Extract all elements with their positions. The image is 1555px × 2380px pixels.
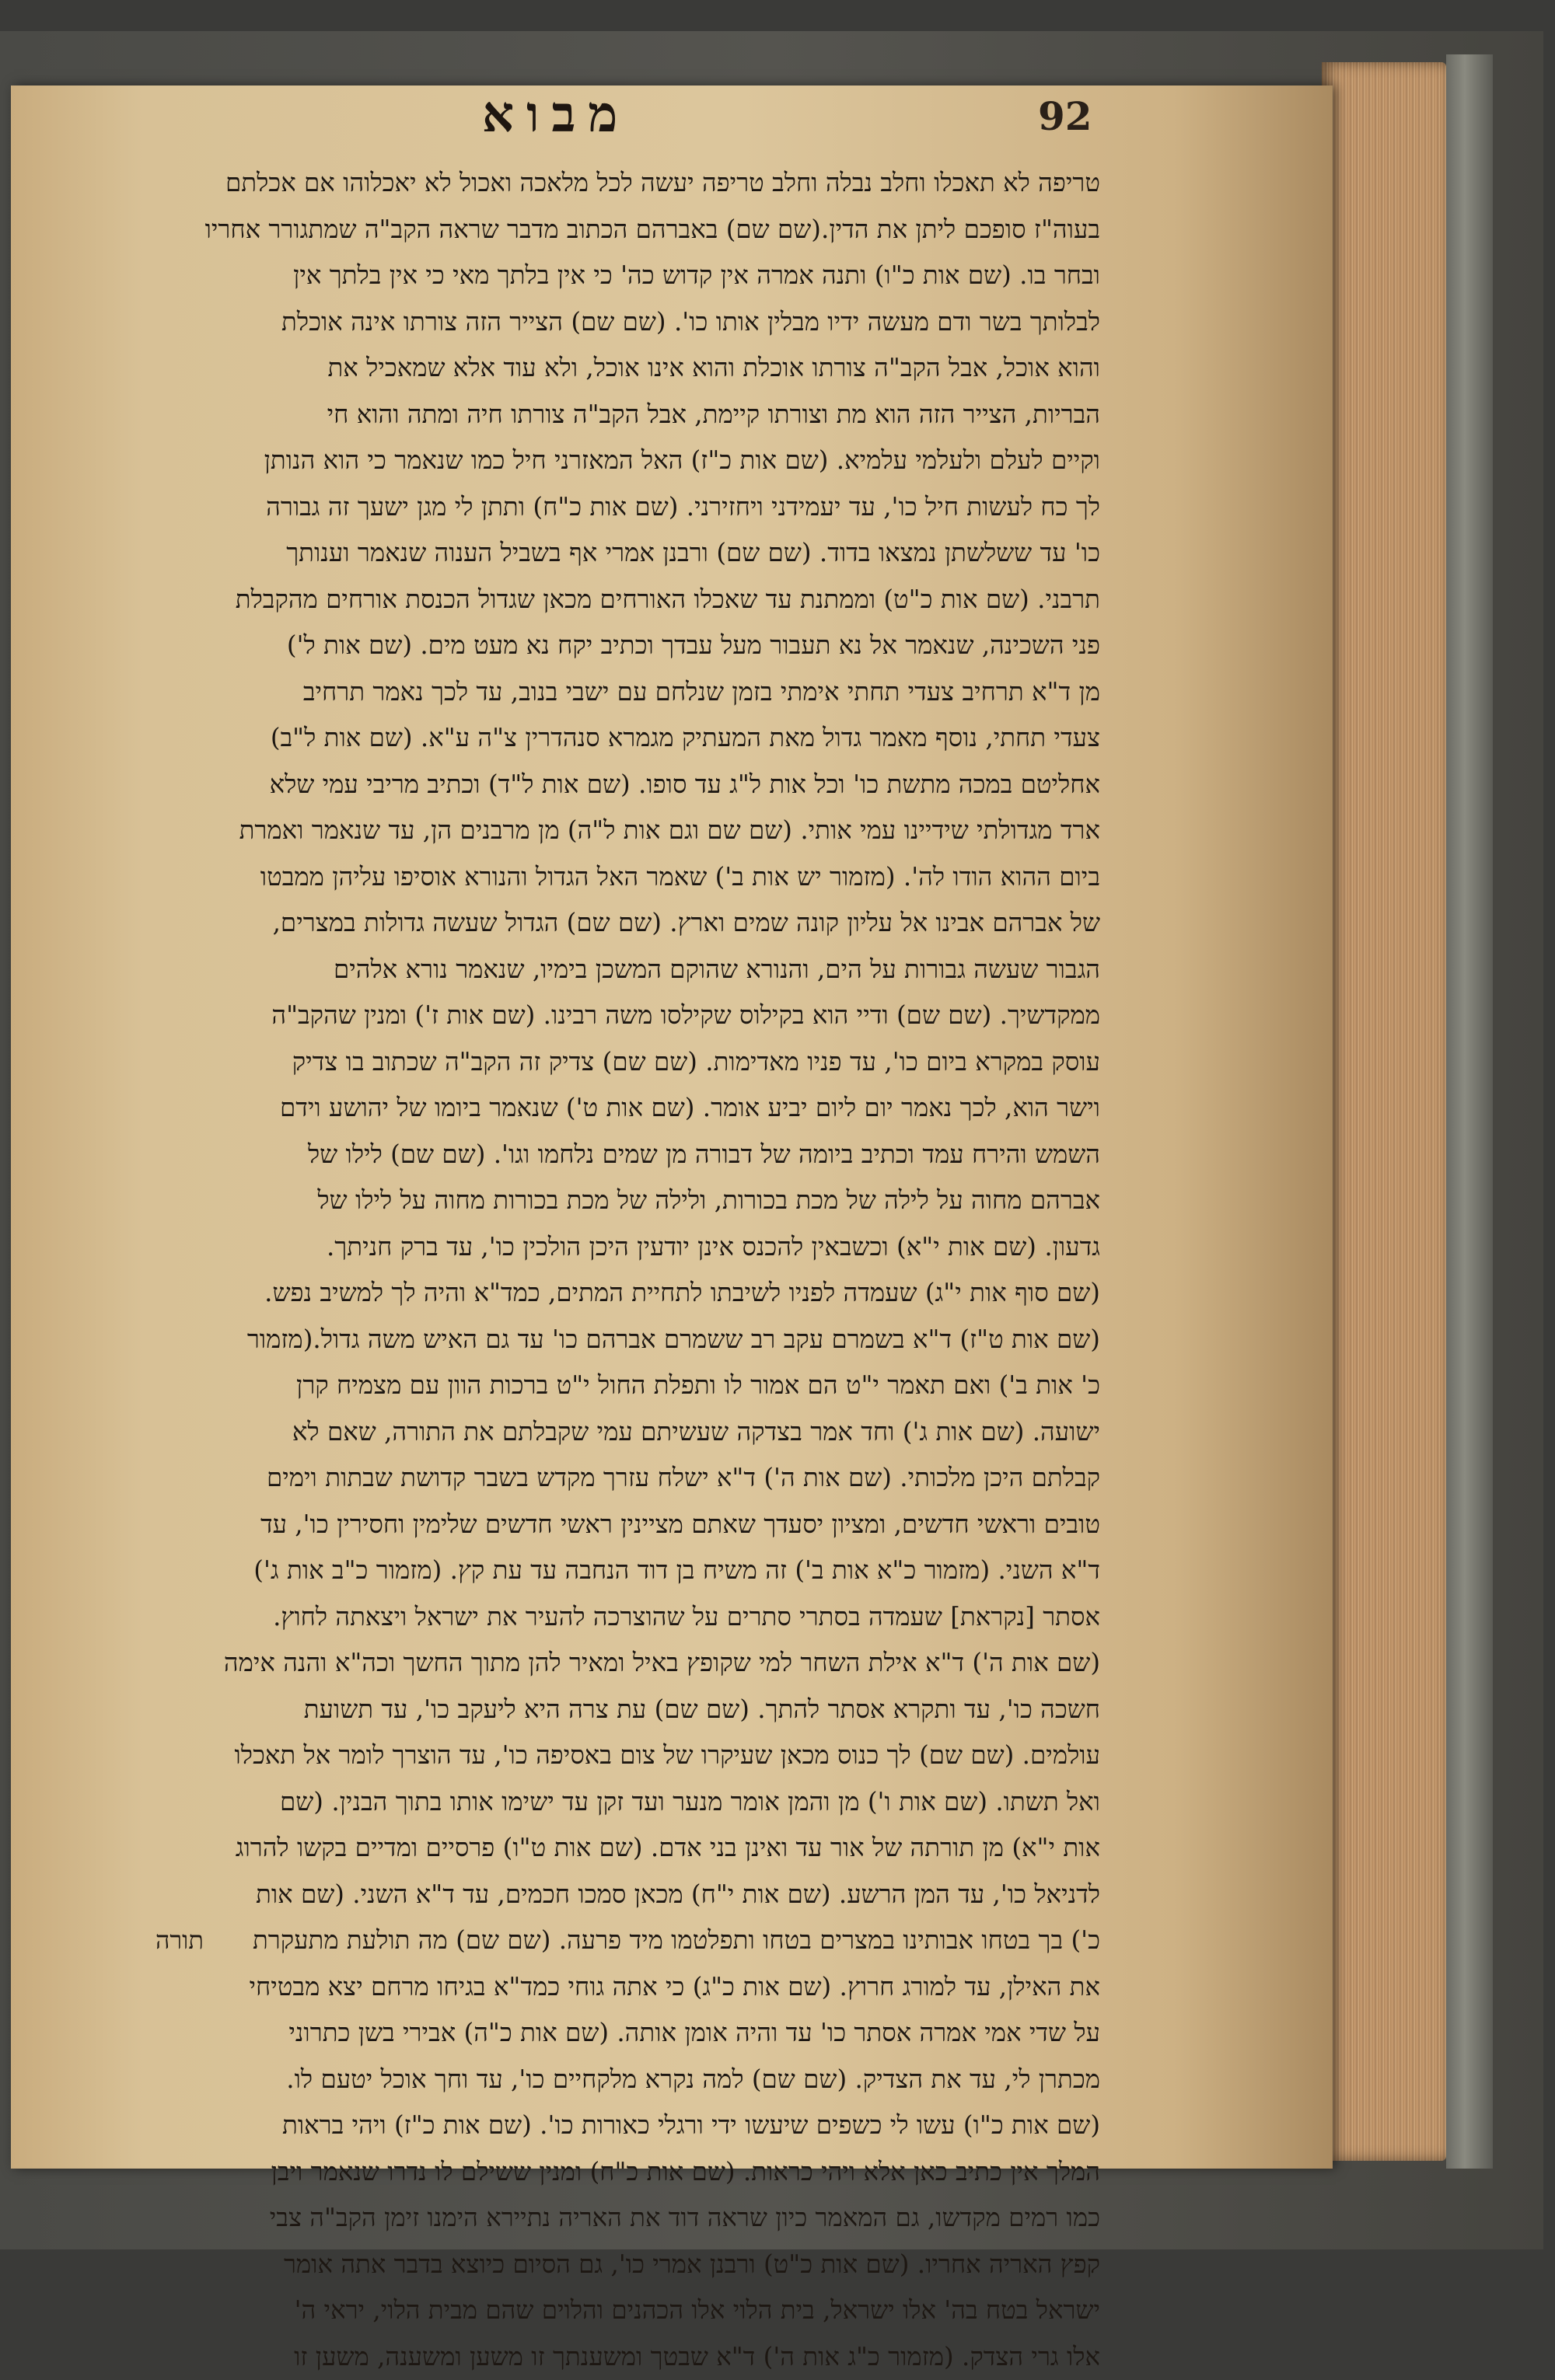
- text-line: עוסק במקרא ביום כו', עד פניו מאדימות. (שם שם) צדיק זה הקב"ה שכתוב בו צדיק: [86, 1039, 1100, 1086]
- text-line: וקיים לעלם ולעלמי עלמיא. (שם אות כ"ז) האל המאזרני חיל כמו שנאמר כי הוא הנותן: [86, 438, 1100, 484]
- text-line: (שם סוף אות י"ג) שעמדה לפניו לשיבתו לתחיית המתים, כמד"א והיה לך למשיב נפש.: [86, 1270, 1100, 1317]
- text-line: אות י"א) מן תורתה של אור עד ואינן בני אדם. (שם אות ט"ו) פרסיים ומדיים בקשו להרוג: [86, 1825, 1100, 1872]
- text-line: לך כח לעשות חיל כו', עד יעמידני ויחזירני. (שם אות כ"ח) ותתן לי מגן ישעך זה גבורה: [86, 484, 1100, 531]
- text-line: לבלותך בשר ודם מעשה ידיו מבלין אותו כו'. (שם שם) הצייר הזה צורתו אינה אוכלת: [86, 299, 1100, 346]
- text-line: פני השכינה, שנאמר אל נא תעבור מעל עבדך וכתיב יקח נא מעט מים. (שם אות ל'): [86, 623, 1100, 669]
- text-line: אסתר [נקראת] שעמדה בסתרי סתרים על שהוצרכה להעיר את ישראל ויצאתה לחוץ.: [86, 1594, 1100, 1641]
- text-line: כ') בך בטחו אבותינו במצרים בטחו ותפלטמו מיד פרעה. (שם שם) מה תולעת מתעקרת: [86, 1918, 1100, 1964]
- text-line: תרבני. (שם אות כ"ט) וממתנת עד שאכלו האורחים מכאן שגדול הכנסת אורחים מהקבלת: [86, 577, 1100, 623]
- text-line: את האילן, עד למורג חרוץ. (שם אות כ"ג) כי אתה גוחי כמד"א בגיחו מרחם יצא מבטיחי: [86, 1964, 1100, 2011]
- text-line: הבריות, הצייר הזה הוא מת וצורתו קיימת, אבל הקב"ה צורתו חיה ומתה והוא חי: [86, 392, 1100, 438]
- text-line: כמו רמים מקדשו, גם המאמר כיון שראה דוד את האריה נתיירא הימנו זימן הקב"ה צבי: [86, 2195, 1100, 2242]
- text-line: של אברהם אבינו אל עליון קונה שמים וארץ. (שם שם) הגדול שעשה גדולות במצרים,: [86, 900, 1100, 947]
- text-line: ביום ההוא הודו לה'. (מזמור יש אות ב') שאמר האל הגדול והנורא אוסיפו עליהן ממבטו: [86, 854, 1100, 901]
- text-line: וישר הוא, לכך נאמר יום ליום יביע אומר. (שם אות ט') שנאמר ביומו של יהושע וידם: [86, 1085, 1100, 1132]
- catchword: תורה: [156, 1925, 204, 1955]
- text-line: השמש והירח עמד וכתיב ביומה של דבורה מן שמים נלחמו וגו'. (שם שם) לילו של: [86, 1132, 1100, 1178]
- text-line: ממקדשיך. (שם שם) ודיי הוא בקילוס שקילסו משה רבינו. (שם אות ז') ומנין שהקב"ה: [86, 993, 1100, 1039]
- text-line: כ' אות ב') ואם תאמר י"ט הם אמור לו ותפלת החול י"ט ברכות הוון עם מצמיח קרן: [86, 1363, 1100, 1409]
- text-line: אברהם מחוה על לילה של מכת בכורות, ולילה של מכת בכורות מחוה על לילו של: [86, 1178, 1100, 1224]
- text-line: בעוה"ז סופכם ליתן את הדין.(שם שם) באברהם הכתוב מדבר שראה הקב"ה שמתגורר אחריו: [86, 207, 1100, 253]
- text-line: חשכה כו', עד ותקרא אסתר להתך. (שם שם) עת צרה היא ליעקב כו', עד תשועת: [86, 1687, 1100, 1733]
- text-line: קבלתם היכן מלכותי. (שם אות ה') ד"א ישלח עזרך מקדש בשבר קדושת שבתות וימים: [86, 1455, 1100, 1502]
- text-line: ישראל בטח בה' אלו ישראל, בית הלוי אלו הכהנים והלוים שהם מבית הלוי, יראי ה': [86, 2288, 1100, 2334]
- text-line: (שם אות ט"ז) ד"א בשמרם עקב רב ששמרם אברהם כו' עד גם האיש משה גדול.(מזמור: [86, 1317, 1100, 1363]
- page-edges: [1322, 62, 1446, 2161]
- page-number: 92: [1038, 93, 1092, 139]
- text-line: צעדי תחתי, נוסף מאמר גדול מאת המעתיק מגמרא סנהדרין צ"ה ע"א. (שם אות ל"ב): [86, 715, 1100, 762]
- text-line: גדעון. (שם אות י"א) וכשבאין להכנס אינן יודעין היכן הולכין כו', עד ברק חניתך.: [86, 1224, 1100, 1271]
- text-line: המלך אין כתיב כאן אלא ויהי כראות. (שם אות כ"ח) ומנין ששילם לו נדרו שנאמר ויבן: [86, 2149, 1100, 2196]
- text-line: ד"א השני. (מזמור כ"א אות ב') זה משיח בן דוד הנחבה עד עת קץ. (מזמור כ"ב אות ג'): [86, 1548, 1100, 1594]
- text-line: עולמים. (שם שם) לך כנוס מכאן שעיקרו של צום באסיפה כו', עד הוצרך לומר אל תאכלו: [86, 1733, 1100, 1779]
- text-line: אלו גרי הצדק. (מזמור כ"ג אות ה') ד"א שבטך ומשענתך זו משען ומשענה, משען זו: [86, 2334, 1100, 2380]
- text-line: על שדי אמי אמרה אסתר כו' עד והיה אומן אותה. (שם אות כ"ה) אבירי בשן כתרוני: [86, 2010, 1100, 2057]
- text-line: והוא אוכל, אבל הקב"ה צורתו אוכלת והוא אינו אוכל, ולא עוד אלא שמאכיל את: [86, 345, 1100, 392]
- text-line: מכתרן לי, עד את הצדיק. (שם שם) למה נקרא מלקחיים כו', עד וחך אוכל יטעם לו.: [86, 2057, 1100, 2103]
- text-line: טובים וראשי חדשים, ומציון יסעדך שאתם מציינין ראשי חדשים שלימין וחסירין כו', עד: [86, 1502, 1100, 1548]
- text-line: הגבור שעשה גבורות על הים, והנורא שהוקם המשכן בימיו, שנאמר נורא אלהים: [86, 947, 1100, 993]
- text-line: ובחר בו. (שם אות כ"ו) ותנה אמרה אין קדוש כה' כי אין בלתך מאי כי אין בלתך אין: [86, 253, 1100, 299]
- text-line: כו' עד ששלשתן נמצאו בדוד. (שם שם) ורבנן אמרי אף בשביל הענוה שנאמר וענותך: [86, 530, 1100, 577]
- text-line: ואל תשתו. (שם אות ו') מן והמן אומר מנער ועד זקן עד ישימו אותו בתוך הבנין. (שם: [86, 1779, 1100, 1826]
- text-line: (שם אות ה') ד"א אילת השחר למי שקופץ באיל ומאיר להן מתוך החשך וכה"א והנה אימה: [86, 1640, 1100, 1687]
- text-line: אחליטם במכה מתשת כו' וכל אות ל"ג עד סופו. (שם אות ל"ד) וכתיב מריבי עמי שלא: [86, 762, 1100, 808]
- body-text: [86, 160, 1100, 2380]
- text-line: ארד מגדולתי שידיינו עמי אותי. (שם שם וגם אות ל"ה) מן מרבנים הן, עד שנאמר ואמרת: [86, 808, 1100, 854]
- text-line: ישועה. (שם אות ג') וחד אמר בצדקה שעשיתם עמי שקבלתם את התורה, שאם לא: [86, 1409, 1100, 1456]
- text-line: (שם אות כ"ו) עשו לי כשפים שיעשו ידי ורגלי כאורות כו'. (שם אות כ"ז) ויהי בראות: [86, 2103, 1100, 2149]
- text-line: מן ד"א תרחיב צעדי תחתי אימתי בזמן שנלחם עם ישבי בנוב, עד לכך נאמר תרחיב: [86, 669, 1100, 716]
- text-line: טריפה לא תאכלו וחלב נבלה וחלב טריפה יעשה לכל מלאכה ואכול לא יאכלוהו אם אכלתם: [86, 160, 1100, 207]
- text-line: קפץ האריה אחריו. (שם אות כ"ט) ורבנן אמרי כו', גם הסיום כיוצא בדבר אתה אומר: [86, 2242, 1100, 2288]
- running-title: מבוא: [482, 85, 630, 144]
- text-line: לדניאל כו', עד המן הרשע. (שם אות י"ח) מכאן סמכו חכמים, עד ד"א השני. (שם אות: [86, 1872, 1100, 1918]
- book-spine: [1446, 54, 1493, 2169]
